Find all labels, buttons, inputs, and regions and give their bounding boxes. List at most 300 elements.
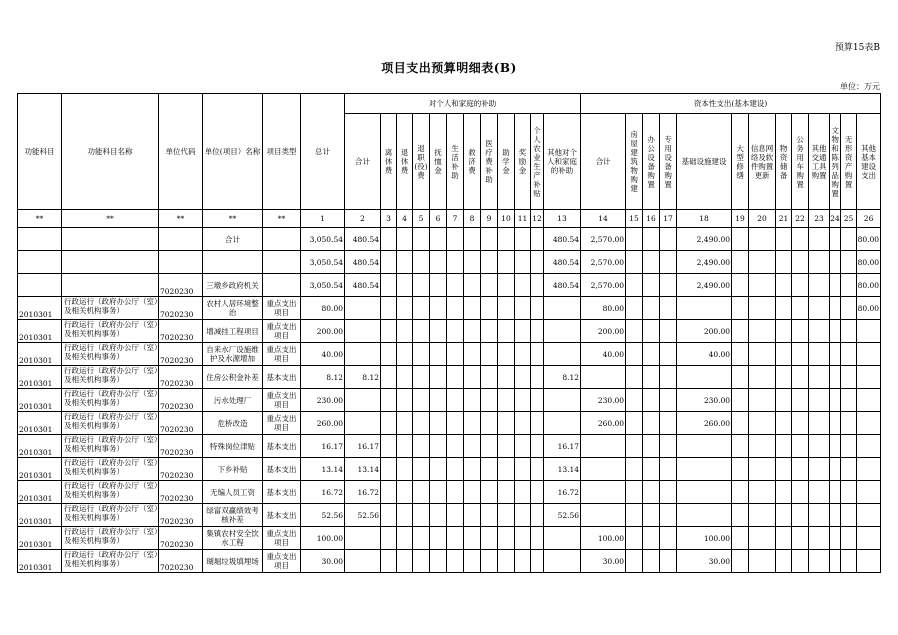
cell-capital-col: [841, 550, 857, 573]
cell-capital-col: [749, 389, 776, 412]
cell-personal-col: [481, 435, 498, 458]
cell-personal-col: [447, 504, 464, 527]
cell-func-code: 2010301: [18, 435, 62, 458]
header-personal-col-6: 救济费: [464, 114, 481, 210]
cell-capital-col: [830, 458, 841, 481]
cell-personal-other: 52.56: [544, 504, 581, 527]
cell-capital-col: [809, 343, 830, 366]
cell-personal-total: 8.12: [345, 366, 381, 389]
header-personal-col-10: 个人农业生产补贴: [531, 114, 544, 210]
cell-func-code: [18, 274, 62, 297]
cell-personal-total: 52.56: [345, 504, 381, 527]
cell-unit-name: 瑚堀垃圾填埋场: [203, 550, 263, 573]
cell-capital-infra: 2,490.00: [677, 228, 732, 251]
cell-capital-col: [792, 228, 809, 251]
cell-personal-col: [413, 343, 430, 366]
cell-capital-col: [830, 320, 841, 343]
index-cell-27: 23: [809, 210, 830, 228]
cell-capital-col: [809, 435, 830, 458]
table-row: [18, 228, 881, 251]
cell-capital-col: [643, 343, 660, 366]
cell-personal-col: [397, 481, 413, 504]
cell-capital-total: 2,570.00: [581, 274, 626, 297]
cell-func-name: [62, 274, 159, 297]
cell-capital-col: [830, 389, 841, 412]
cell-capital-total: 2,570.00: [581, 228, 626, 251]
cell-capital-col: [841, 320, 857, 343]
cell-personal-col: [430, 228, 447, 251]
cell-proj-type: 重点支出项目: [263, 297, 301, 320]
cell-personal-col: [464, 274, 481, 297]
cell-capital-infra: 30.00: [677, 550, 732, 573]
index-cell-28: 24: [830, 210, 841, 228]
cell-capital-total: 2,570.00: [581, 251, 626, 274]
cell-capital-col: [732, 297, 749, 320]
cell-personal-col: [464, 481, 481, 504]
header-capital-col-6: 信息网络及软件购置更新: [749, 114, 776, 210]
cell-capital-col: [660, 251, 677, 274]
cell-capital-col: [660, 550, 677, 573]
cell-func-code: [18, 251, 62, 274]
cell-proj-type: [263, 251, 301, 274]
cell-capital-total: [581, 458, 626, 481]
cell-capital-other: [857, 343, 881, 366]
cell-personal-col: [447, 527, 464, 550]
cell-proj-type: 基本支出: [263, 504, 301, 527]
cell-capital-col: [776, 251, 792, 274]
index-cell-11: 7: [447, 210, 464, 228]
cell-personal-col: [531, 297, 544, 320]
cell-total: 100.00: [301, 527, 345, 550]
cell-capital-col: [792, 389, 809, 412]
header-capital-col-1: 房屋建筑物购建: [626, 114, 643, 210]
cell-personal-other: 16.72: [544, 481, 581, 504]
cell-personal-col: [515, 412, 531, 435]
index-cell-2: **: [159, 210, 203, 228]
cell-unit-name: 三墩乡政府机关: [203, 274, 263, 297]
cell-personal-total: [345, 343, 381, 366]
cell-personal-total: 16.17: [345, 435, 381, 458]
cell-unit-code: [159, 251, 203, 274]
index-cell-12: 8: [464, 210, 481, 228]
budget-table: [17, 93, 881, 573]
cell-personal-col: [430, 458, 447, 481]
cell-func-code: 2010301: [18, 389, 62, 412]
cell-capital-col: [809, 251, 830, 274]
cell-personal-col: [515, 435, 531, 458]
header-personal-col-9: 奖励金: [515, 114, 531, 210]
table-row: [18, 435, 881, 458]
cell-capital-other: [857, 527, 881, 550]
cell-capital-col: [626, 228, 643, 251]
cell-personal-col: [498, 297, 515, 320]
index-cell-25: 21: [776, 210, 792, 228]
cell-capital-col: [732, 458, 749, 481]
cell-capital-col: [792, 412, 809, 435]
cell-personal-col: [413, 481, 430, 504]
index-cell-14: 10: [498, 210, 515, 228]
cell-personal-col: [381, 228, 397, 251]
cell-capital-other: 80.00: [857, 274, 881, 297]
cell-personal-col: [397, 343, 413, 366]
cell-personal-col: [397, 274, 413, 297]
cell-personal-col: [481, 366, 498, 389]
cell-unit-code: 7020230: [159, 504, 203, 527]
cell-func-code: 2010301: [18, 297, 62, 320]
cell-personal-col: [413, 274, 430, 297]
cell-capital-total: 260.00: [581, 412, 626, 435]
cell-capital-col: [830, 550, 841, 573]
header-unit-code: 单位代码: [159, 94, 203, 210]
cell-capital-col: [626, 550, 643, 573]
cell-capital-col: [660, 481, 677, 504]
cell-capital-col: [626, 251, 643, 274]
table-row: [18, 297, 881, 320]
table-row: [18, 343, 881, 366]
cell-capital-other: 80.00: [857, 251, 881, 274]
cell-capital-col: [643, 297, 660, 320]
cell-personal-col: [430, 550, 447, 573]
cell-personal-col: [464, 251, 481, 274]
cell-capital-col: [830, 435, 841, 458]
cell-capital-col: [792, 481, 809, 504]
cell-personal-col: [381, 458, 397, 481]
cell-personal-col: [447, 297, 464, 320]
cell-personal-col: [397, 458, 413, 481]
index-cell-8: 4: [397, 210, 413, 228]
cell-unit-name: 农村人居环境整治: [203, 297, 263, 320]
cell-capital-other: [857, 458, 881, 481]
cell-capital-col: [792, 550, 809, 573]
cell-capital-infra: 40.00: [677, 343, 732, 366]
cell-capital-col: [732, 274, 749, 297]
cell-unit-code: 7020230: [159, 320, 203, 343]
cell-capital-col: [660, 320, 677, 343]
cell-total: 8.12: [301, 366, 345, 389]
cell-capital-col: [732, 389, 749, 412]
cell-capital-other: [857, 412, 881, 435]
cell-capital-col: [643, 228, 660, 251]
header-capital-col-10: 文物和陈列品购置: [830, 114, 841, 210]
cell-personal-col: [531, 274, 544, 297]
cell-capital-infra: [677, 366, 732, 389]
header-capital-col-8: 公务用车购置: [792, 114, 809, 210]
cell-capital-col: [643, 389, 660, 412]
cell-capital-col: [792, 504, 809, 527]
cell-capital-col: [643, 320, 660, 343]
cell-capital-infra: 200.00: [677, 320, 732, 343]
cell-personal-col: [397, 297, 413, 320]
cell-personal-col: [481, 297, 498, 320]
cell-capital-col: [792, 366, 809, 389]
cell-personal-col: [447, 412, 464, 435]
cell-personal-other: [544, 320, 581, 343]
cell-capital-total: [581, 504, 626, 527]
cell-func-code: [18, 228, 62, 251]
cell-unit-name: 绿富双赢绩效考核补差: [203, 504, 263, 527]
cell-capital-col: [626, 343, 643, 366]
cell-unit-code: 7020230: [159, 343, 203, 366]
cell-personal-col: [531, 251, 544, 274]
cell-unit-code: 7020230: [159, 366, 203, 389]
cell-personal-col: [430, 504, 447, 527]
cell-personal-col: [531, 435, 544, 458]
cell-personal-other: [544, 389, 581, 412]
cell-capital-col: [660, 412, 677, 435]
cell-personal-col: [481, 550, 498, 573]
cell-func-code: 2010301: [18, 504, 62, 527]
index-cell-22: 18: [677, 210, 732, 228]
form-number: 预算15表B: [834, 43, 880, 53]
index-cell-24: 20: [749, 210, 776, 228]
cell-personal-col: [464, 527, 481, 550]
cell-personal-col: [381, 504, 397, 527]
header-capital-col-0: 合计: [581, 114, 626, 210]
cell-personal-other: [544, 343, 581, 366]
header-capital-col-9: 其他交通工具购置: [809, 114, 830, 210]
cell-capital-col: [792, 274, 809, 297]
cell-capital-other: [857, 504, 881, 527]
cell-personal-col: [447, 550, 464, 573]
cell-capital-infra: [677, 458, 732, 481]
cell-proj-type: 基本支出: [263, 458, 301, 481]
cell-capital-col: [732, 435, 749, 458]
cell-capital-col: [776, 274, 792, 297]
cell-capital-col: [626, 366, 643, 389]
header-proj-type: 项目类型: [263, 94, 301, 210]
cell-capital-col: [749, 320, 776, 343]
index-cell-19: 15: [626, 210, 643, 228]
cell-capital-col: [841, 274, 857, 297]
cell-func-name: 行政运行（政府办公厅（室）及相关机构事务）: [62, 366, 159, 389]
cell-capital-col: [841, 228, 857, 251]
cell-personal-col: [430, 274, 447, 297]
cell-capital-col: [626, 481, 643, 504]
cell-personal-total: [345, 320, 381, 343]
cell-func-name: 行政运行（政府办公厅（室）及相关机构事务）: [62, 343, 159, 366]
header-total: 总计: [301, 94, 345, 210]
cell-capital-infra: [677, 481, 732, 504]
cell-personal-col: [498, 366, 515, 389]
cell-capital-total: 40.00: [581, 343, 626, 366]
index-cell-30: 26: [857, 210, 881, 228]
cell-capital-col: [660, 343, 677, 366]
cell-personal-col: [515, 274, 531, 297]
index-cell-29: 25: [841, 210, 857, 228]
cell-personal-col: [531, 527, 544, 550]
index-cell-26: 22: [792, 210, 809, 228]
cell-personal-col: [498, 228, 515, 251]
cell-personal-col: [515, 458, 531, 481]
cell-personal-col: [413, 389, 430, 412]
cell-personal-col: [481, 343, 498, 366]
cell-personal-other: 480.54: [544, 274, 581, 297]
table-row: [18, 458, 881, 481]
header-personal-col-7: 医疗费补助: [481, 114, 498, 210]
header-personal-col-0: 合计: [345, 114, 381, 210]
cell-personal-col: [531, 550, 544, 573]
index-cell-1: **: [62, 210, 159, 228]
index-cell-6: 2: [345, 210, 381, 228]
cell-personal-col: [464, 435, 481, 458]
cell-unit-name: 合计: [203, 228, 263, 251]
cell-capital-col: [792, 251, 809, 274]
cell-func-name: 行政运行（政府办公厅（室）及相关机构事务）: [62, 320, 159, 343]
cell-personal-col: [397, 412, 413, 435]
cell-personal-col: [430, 251, 447, 274]
header-func-name: 功能科目名称: [62, 94, 159, 210]
cell-personal-col: [498, 550, 515, 573]
cell-personal-col: [381, 297, 397, 320]
cell-personal-col: [381, 412, 397, 435]
cell-personal-col: [381, 251, 397, 274]
cell-capital-total: [581, 435, 626, 458]
cell-personal-col: [447, 366, 464, 389]
cell-proj-type: 重点支出项目: [263, 550, 301, 573]
cell-func-name: 行政运行（政府办公厅（室）及相关机构事务）: [62, 412, 159, 435]
cell-personal-col: [413, 297, 430, 320]
header-personal-col-2: 退休费: [397, 114, 413, 210]
cell-unit-name: 集镇农村安全饮水工程: [203, 527, 263, 550]
header-personal-col-4: 抚恤金: [430, 114, 447, 210]
cell-capital-col: [792, 343, 809, 366]
cell-capital-col: [732, 228, 749, 251]
cell-personal-col: [531, 481, 544, 504]
cell-func-code: 2010301: [18, 481, 62, 504]
cell-capital-col: [776, 412, 792, 435]
cell-personal-col: [464, 504, 481, 527]
cell-func-name: 行政运行（政府办公厅（室）及相关机构事务）: [62, 550, 159, 573]
cell-personal-other: [544, 527, 581, 550]
cell-capital-col: [626, 412, 643, 435]
cell-personal-total: [345, 412, 381, 435]
cell-personal-col: [447, 435, 464, 458]
cell-capital-other: [857, 366, 881, 389]
cell-personal-col: [397, 389, 413, 412]
header-capital-col-3: 专用设备购置: [660, 114, 677, 210]
cell-personal-col: [531, 412, 544, 435]
cell-capital-col: [792, 297, 809, 320]
cell-func-name: 行政运行（政府办公厅（室）及相关机构事务）: [62, 481, 159, 504]
cell-capital-col: [792, 320, 809, 343]
cell-personal-total: [345, 527, 381, 550]
cell-total: 3,050.54: [301, 274, 345, 297]
cell-func-code: 2010301: [18, 343, 62, 366]
cell-capital-col: [732, 320, 749, 343]
cell-capital-col: [841, 504, 857, 527]
cell-capital-col: [749, 366, 776, 389]
cell-capital-col: [732, 481, 749, 504]
cell-unit-name: 污水处理厂: [203, 389, 263, 412]
cell-capital-other: [857, 320, 881, 343]
cell-personal-col: [447, 251, 464, 274]
cell-personal-col: [447, 481, 464, 504]
cell-capital-total: 80.00: [581, 297, 626, 320]
cell-capital-col: [732, 343, 749, 366]
cell-personal-col: [430, 412, 447, 435]
cell-capital-col: [643, 251, 660, 274]
cell-capital-col: [841, 297, 857, 320]
header-personal-col-8: 助学金: [498, 114, 515, 210]
cell-capital-col: [841, 366, 857, 389]
table-row: [18, 274, 881, 297]
cell-personal-col: [447, 343, 464, 366]
cell-personal-col: [381, 550, 397, 573]
cell-capital-col: [732, 251, 749, 274]
index-cell-17: 13: [544, 210, 581, 228]
cell-personal-total: 480.54: [345, 228, 381, 251]
cell-personal-col: [498, 527, 515, 550]
header-personal-col-3: 退职(役)费: [413, 114, 430, 210]
cell-capital-col: [841, 343, 857, 366]
cell-capital-col: [732, 550, 749, 573]
cell-proj-type: 基本支出: [263, 366, 301, 389]
index-cell-3: **: [203, 210, 263, 228]
cell-total: 80.00: [301, 297, 345, 320]
cell-capital-col: [776, 320, 792, 343]
cell-personal-col: [397, 320, 413, 343]
cell-personal-col: [430, 389, 447, 412]
cell-personal-col: [381, 343, 397, 366]
cell-personal-col: [430, 366, 447, 389]
cell-capital-col: [830, 343, 841, 366]
cell-capital-col: [643, 435, 660, 458]
cell-personal-col: [481, 320, 498, 343]
cell-personal-col: [498, 481, 515, 504]
cell-capital-col: [643, 412, 660, 435]
header-capital-col-2: 办公设备购置: [643, 114, 660, 210]
cell-capital-col: [732, 366, 749, 389]
header-capital-col-4: 基础设施建设: [677, 114, 732, 210]
cell-capital-infra: [677, 297, 732, 320]
cell-func-name: 行政运行（政府办公厅（室）及相关机构事务）: [62, 389, 159, 412]
cell-func-name: 行政运行（政府办公厅（室）及相关机构事务）: [62, 297, 159, 320]
cell-personal-col: [531, 504, 544, 527]
cell-personal-col: [413, 251, 430, 274]
cell-personal-col: [447, 458, 464, 481]
header-group-capital: 资本性支出(基本建设): [581, 94, 881, 114]
cell-capital-col: [643, 481, 660, 504]
cell-unit-name: 住房公积金补差: [203, 366, 263, 389]
cell-capital-col: [660, 274, 677, 297]
cell-capital-infra: 100.00: [677, 527, 732, 550]
cell-proj-type: [263, 228, 301, 251]
cell-capital-col: [643, 458, 660, 481]
cell-personal-col: [531, 366, 544, 389]
cell-personal-col: [498, 251, 515, 274]
cell-personal-col: [481, 228, 498, 251]
cell-capital-col: [626, 297, 643, 320]
cell-total: 3,050.54: [301, 228, 345, 251]
cell-func-code: 2010301: [18, 458, 62, 481]
index-cell-0: **: [18, 210, 62, 228]
cell-personal-col: [464, 228, 481, 251]
cell-capital-col: [841, 389, 857, 412]
cell-personal-col: [397, 228, 413, 251]
cell-personal-col: [397, 504, 413, 527]
cell-unit-name: 增减挂工程项目: [203, 320, 263, 343]
cell-func-code: 2010301: [18, 527, 62, 550]
cell-personal-col: [413, 504, 430, 527]
cell-capital-col: [830, 412, 841, 435]
cell-personal-total: 16.72: [345, 481, 381, 504]
cell-capital-col: [776, 228, 792, 251]
cell-func-code: 2010301: [18, 366, 62, 389]
cell-personal-col: [397, 550, 413, 573]
cell-personal-col: [413, 550, 430, 573]
table-row: [18, 366, 881, 389]
cell-capital-col: [660, 389, 677, 412]
